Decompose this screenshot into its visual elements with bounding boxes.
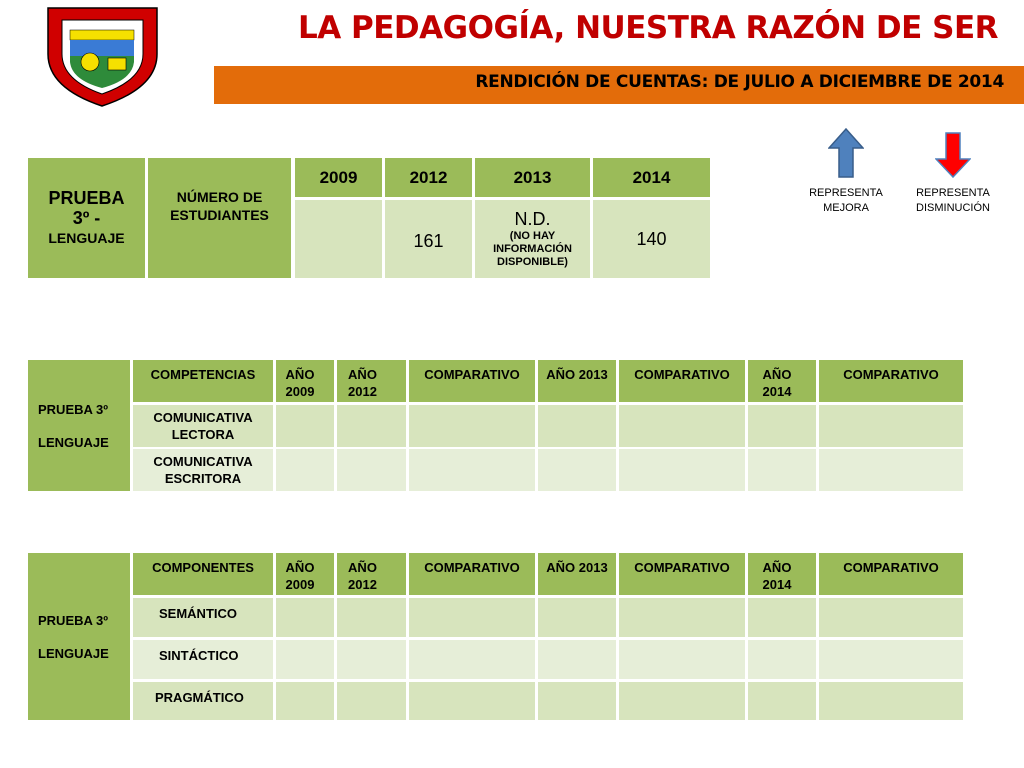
- legend-decrease: [908, 132, 998, 216]
- competencias-header-comparativo-3: COMPARATIVO: [819, 360, 963, 402]
- test-label-line3: LENGUAJE: [48, 230, 125, 246]
- competencias-header-name: COMPETENCIAS: [133, 360, 273, 402]
- legend-improvement: [806, 128, 886, 216]
- table-cell: [619, 449, 745, 491]
- table-cell: [276, 682, 334, 720]
- componentes-header-comparativo-2: COMPARATIVO: [619, 553, 745, 595]
- table-cell: [538, 598, 616, 637]
- componentes-side-label: [28, 553, 130, 720]
- componentes-header-2013: AÑO 2013: [538, 553, 616, 595]
- year-header-2012: 2012: [385, 158, 472, 197]
- table-cell: [276, 449, 334, 491]
- competencias-side-label: [28, 360, 130, 491]
- componentes-header-2014: AÑO 2014: [748, 553, 816, 595]
- componentes-row-label: SEMÁNTICO: [133, 598, 273, 637]
- year-header-2014: 2014: [593, 158, 710, 197]
- table-cell: [409, 598, 535, 637]
- subtitle-banner: [214, 66, 1024, 104]
- componentes-header-comparativo-3: COMPARATIVO: [819, 553, 963, 595]
- table-cell: [409, 640, 535, 679]
- table-cell: [337, 598, 406, 637]
- students-2009-value: [295, 200, 382, 278]
- competencias-header-2014: AÑO 2014: [748, 360, 816, 402]
- table-cell: [819, 449, 963, 491]
- table-cell: [748, 405, 816, 447]
- competencias-row-label: COMUNICATIVA LECTORA: [133, 405, 273, 447]
- page-subtitle: RENDICIÓN DE CUENTAS: DE JULIO A DICIEMBRE DE 2014: [475, 72, 1004, 92]
- componentes-side-line1: PRUEBA 3º: [38, 612, 109, 628]
- legend-decrease-line2: DISMINUCIÓN: [916, 202, 990, 214]
- students-test-label: [28, 158, 145, 278]
- students-2013-value: [475, 200, 590, 278]
- students-2014-value: 140: [593, 200, 710, 278]
- year-header-2013: 2013: [475, 158, 590, 197]
- arrow-down-icon: [935, 132, 971, 178]
- table-cell: [619, 598, 745, 637]
- table-cell: [276, 598, 334, 637]
- table-cell: [538, 405, 616, 447]
- componentes-row-label: SINTÁCTICO: [133, 640, 273, 679]
- table-cell: [819, 640, 963, 679]
- table-cell: [276, 640, 334, 679]
- students-count-label: NÚMERO DE ESTUDIANTES: [148, 158, 291, 278]
- componentes-header-2012: AÑO 2012: [337, 553, 406, 595]
- componentes-header-comparativo-1: COMPARATIVO: [409, 553, 535, 595]
- componentes-row-label: PRAGMÁTICO: [133, 682, 273, 720]
- table-cell: [819, 682, 963, 720]
- year-header-2009: 2009: [295, 158, 382, 197]
- legend-decrease-line1: REPRESENTA: [916, 187, 990, 199]
- table-cell: [276, 405, 334, 447]
- table-cell: [819, 598, 963, 637]
- legend-improvement-line2: MEJORA: [823, 202, 869, 214]
- table-cell: [409, 405, 535, 447]
- students-2012-value: 161: [385, 200, 472, 278]
- competencias-header-2012: AÑO 2012: [337, 360, 406, 402]
- table-cell: [538, 449, 616, 491]
- table-cell: [538, 682, 616, 720]
- table-cell: [337, 640, 406, 679]
- componentes-header-2009: AÑO 2009: [276, 553, 334, 595]
- table-cell: [337, 449, 406, 491]
- table-cell: [538, 640, 616, 679]
- page-title: LA PEDAGOGÍA, NUESTRA RAZÓN DE SER: [298, 10, 998, 46]
- competencias-header-2013: AÑO 2013: [538, 360, 616, 402]
- competencias-side-line2: LENGUAJE: [38, 434, 109, 450]
- table-cell: [748, 598, 816, 637]
- students-2013-nd: N.D.: [514, 209, 551, 229]
- table-cell: [337, 405, 406, 447]
- table-cell: [619, 682, 745, 720]
- competencias-header-comparativo-1: COMPARATIVO: [409, 360, 535, 402]
- componentes-header-name: COMPONENTES: [133, 553, 273, 595]
- table-cell: [619, 405, 745, 447]
- test-label-line2: 3º -: [72, 208, 101, 228]
- test-label-line1: PRUEBA: [48, 188, 125, 208]
- table-cell: [337, 682, 406, 720]
- table-cell: [748, 640, 816, 679]
- table-cell: [748, 682, 816, 720]
- competencias-row-label: COMUNICATIVA ESCRITORA: [133, 449, 273, 491]
- table-cell: [819, 405, 963, 447]
- legend-improvement-line1: REPRESENTA: [809, 187, 883, 199]
- table-cell: [409, 449, 535, 491]
- componentes-side-line2: LENGUAJE: [38, 645, 109, 661]
- competencias-side-line1: PRUEBA 3º: [38, 401, 109, 417]
- table-cell: [409, 682, 535, 720]
- table-cell: [748, 449, 816, 491]
- students-2013-note: (NO HAY INFORMACIÓN DISPONIBLE): [493, 230, 572, 268]
- arrow-up-icon: [828, 128, 864, 178]
- competencias-header-comparativo-2: COMPARATIVO: [619, 360, 745, 402]
- school-logo: [40, 2, 165, 110]
- competencias-header-2009: AÑO 2009: [276, 360, 334, 402]
- table-cell: [619, 640, 745, 679]
